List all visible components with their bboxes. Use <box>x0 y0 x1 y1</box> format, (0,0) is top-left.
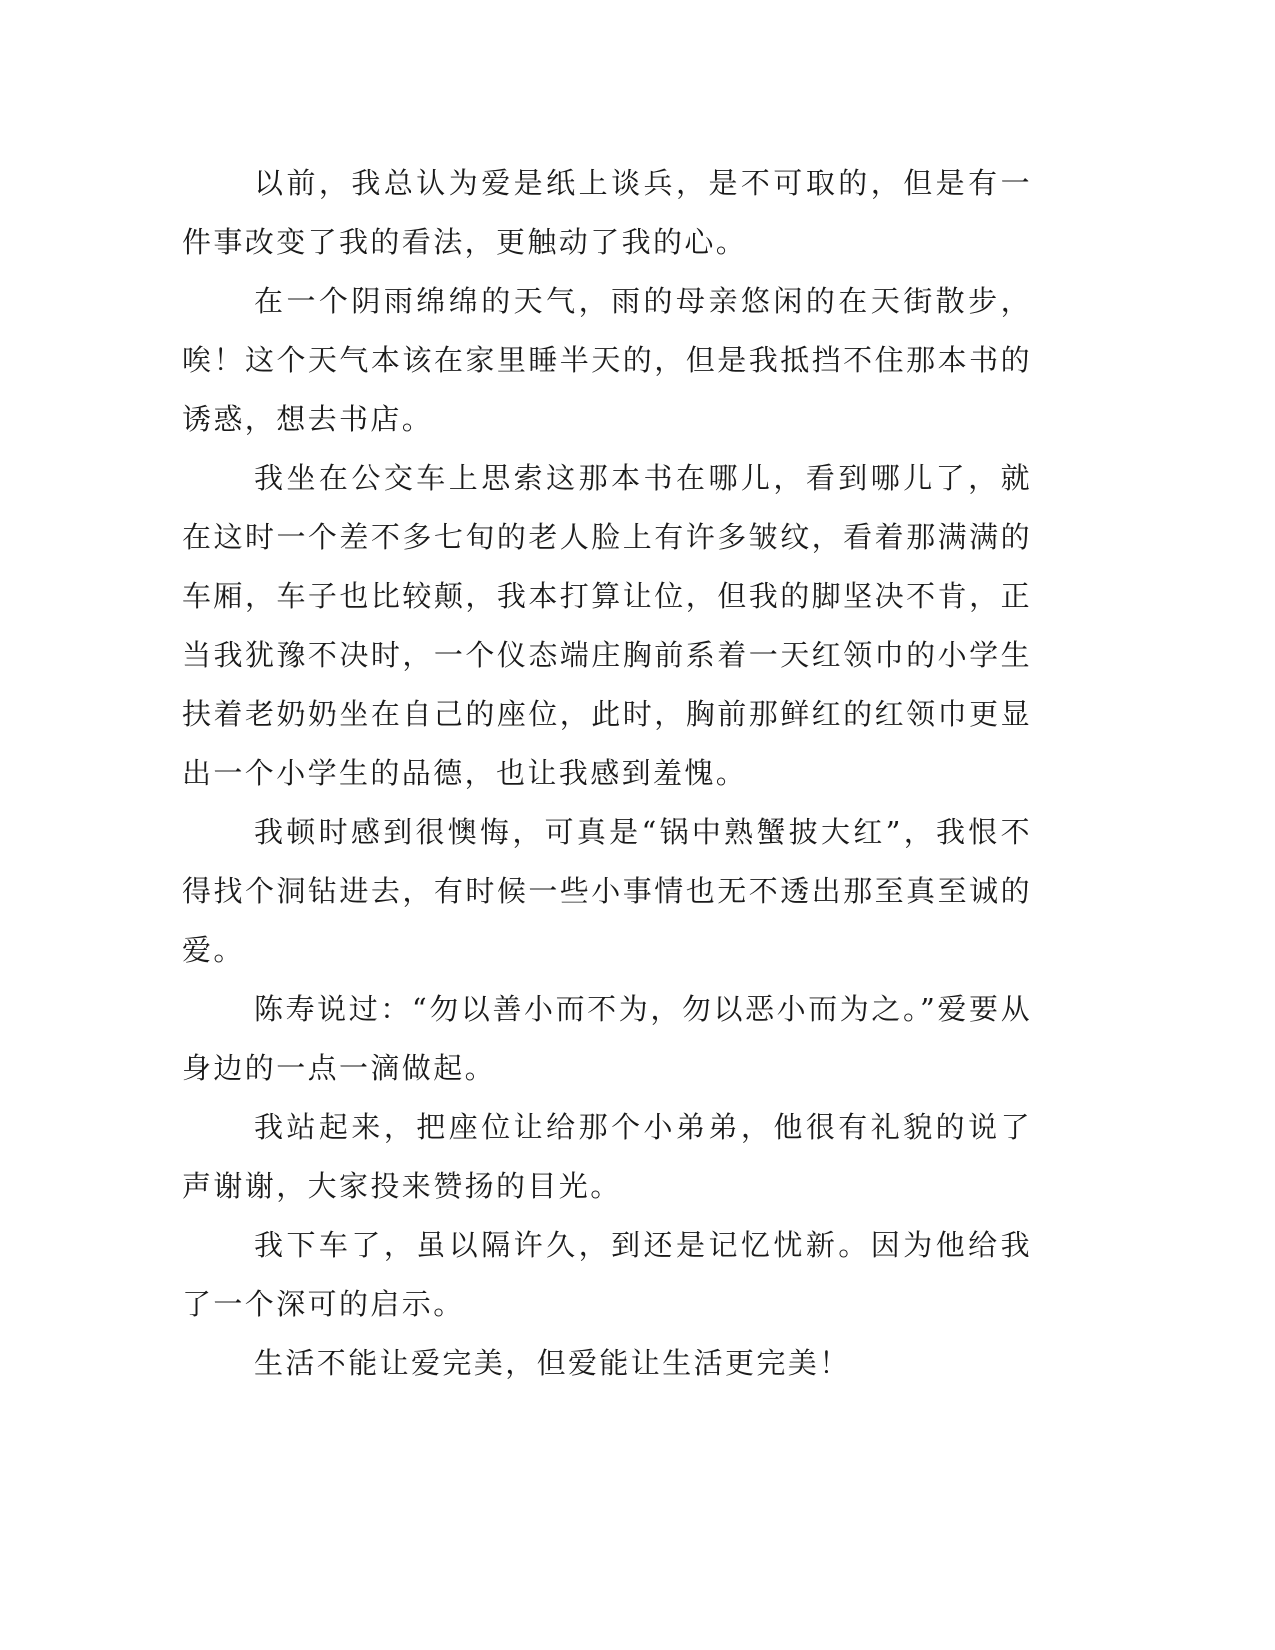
paragraph-6: 我站起来，把座位让给那个小弟弟，他很有礼貌的说了声谢谢，大家投来赞扬的目光。 <box>182 1110 1032 1203</box>
document-body <box>182 154 1032 1393</box>
paragraph-3: 我坐在公交车上思索这那本书在哪儿，看到哪儿了，就在这时一个差不多七旬的老人脸上有许多皱纹，看着那满满的车厢，车子也比较颠，我本打算让位，但我的脚坚决不肯，正当我犹豫不决时，一个仪态端庄胸前系着一天红领巾的小学生扶着老奶奶坐在自己的座位，此时，胸前那鲜红的红领巾更显出一个小学生的品德，也让我感到羞愧。 <box>182 461 1032 790</box>
paragraph-4: 我顿时感到很懊悔，可真是“锅中熟蟹披大红”，我恨不得找个洞钻进去，有时候一些小事情也无不透出那至真至诚的爱。 <box>182 815 1032 967</box>
paragraph-7: 我下车了，虽以隔许久，到还是记忆忧新。因为他给我了一个深可的启示。 <box>182 1228 1032 1321</box>
paragraph-5: 陈寿说过：“勿以善小而不为，勿以恶小而为之。”爱要从身边的一点一滴做起。 <box>182 992 1032 1085</box>
paragraph-8: 生活不能让爱完美，但爱能让生活更完美！ <box>254 1346 851 1380</box>
paragraph-1: 以前，我总认为爱是纸上谈兵，是不可取的，但是有一件事改变了我的看法，更触动了我的心。 <box>182 166 1032 259</box>
paragraph-2: 在一个阴雨绵绵的天气，雨的母亲悠闲的在天街散步，唉！这个天气本该在家里睡半天的，但是我抵挡不住那本书的诱惑，想去书店。 <box>182 284 1032 436</box>
